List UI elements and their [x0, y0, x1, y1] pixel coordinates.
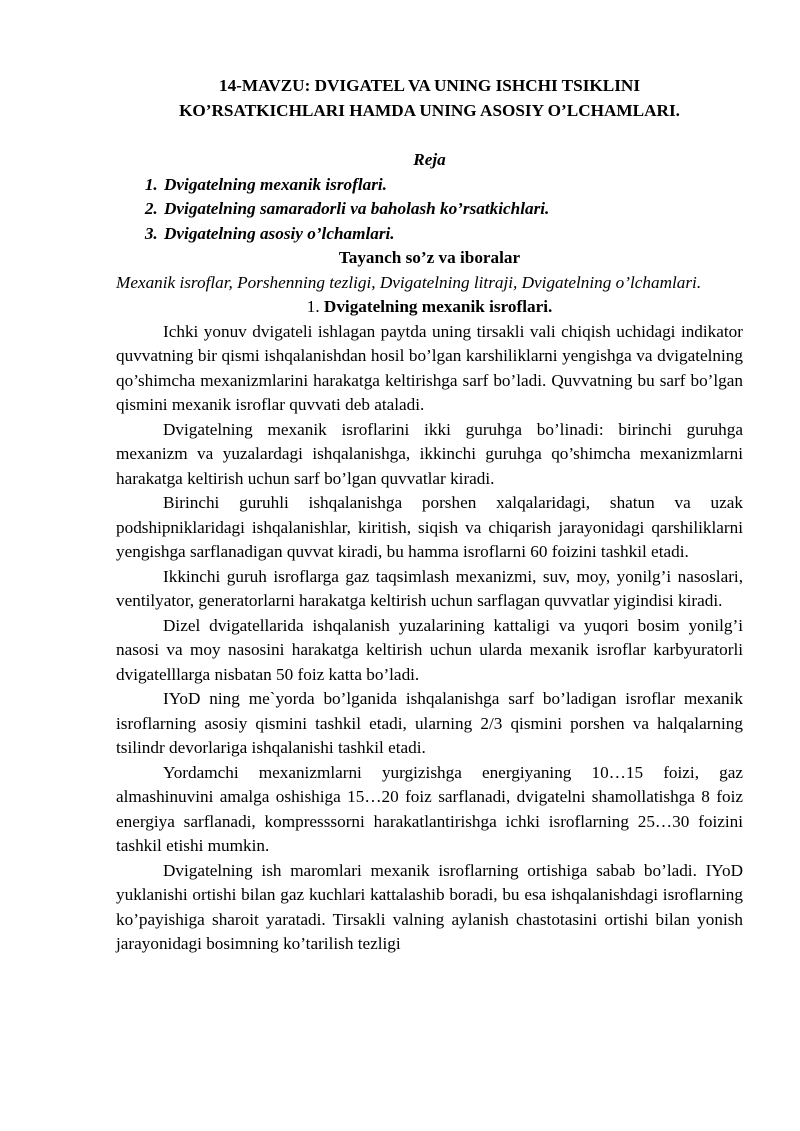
section-heading — [116, 295, 743, 320]
paragraph: Ichki yonuv dvigateli ishlagan paytda uning tirsakli vali chiqish uchidagi indikator quvvatning bir qismi ishqalanishdan hosil bo’lgan karshiliklarni yengishga va dvigatelning qo’shimcha mexanizmlarini harakatga keltirishga sarf bo’ladi. Quvvatning bu sarf bo’lgan qismini mexanik isroflar quvvati deb ataladi. — [116, 321, 743, 414]
paragraph: Dvigatelning mexanik isroflarini ikki guruhga bo’linadi: birinchi guruhga mexanizm va yuzalardagi ishqalanishga, ikkinchi guruhga qo’shimcha mexanizmlarni harakatga keltirish uchun sarf bo’lgan quvvatlar kiradi. — [116, 419, 743, 488]
paragraph: Dvigatelning ish maromlari mexanik isroflarning ortishiga sabab bo’ladi. IYoD yuklanishi ortishi bilan gaz kuchlari kattalashib boradi, bu esa ishqalanishdagi isroflarning ko’payishiga sharoit yaratadi. Tirsakli valning aylanish chastotasini ortishi bilan yonish jarayonidagi bosimning ko’tarilish tezligi — [116, 860, 743, 953]
paragraph: Dizel dvigatellarida ishqalanish yuzalarining kattaligi va yuqori bosim yonilg’i nasosi va moy nasosini harakatga keltirish uchun ularda mexanik isroflar karbyuratorli dvigatelllarga nisbatan 50 foiz katta bo’ladi. — [116, 615, 743, 684]
section-title: Dvigatelning mexanik isroflari. — [323, 297, 553, 316]
title-line-2: KO’RSATKICHLARI HAMDA UNING ASOSIY O’LCHAMLARI. — [179, 100, 680, 120]
plan-item: 3. Dvigatelning asosiy o’lchamlari. — [162, 222, 743, 247]
paragraph: IYoD ning me`yorda bo’lganida ishqalanishga sarf bo’ladigan isroflar mexanik isroflarning asosiy qismini tashkil etadi, ularning 2/3 qismini porshen va halqalarning tsilindr devorlariga ishqalanishi tashkil etadi. — [116, 689, 743, 757]
paragraph: Ikkinchi guruh isroflarga gaz taqsimlash mexanizmi, suv, moy, yonilg’i nasoslari, ventilyator, generatorlarni harakatga keltirish uchun sarflagan quvvatlar yigindisi kiradi. — [116, 566, 743, 610]
keywords-heading: Tayanch so’z va iboralar — [338, 248, 521, 267]
title-line-1: 14-MAVZU: DVIGATEL VA UNING ISHCHI TSIKLINI — [218, 76, 641, 95]
page-content — [116, 74, 743, 957]
plan-item: 1. Dvigatelning mexanik isroflari. — [162, 173, 743, 198]
spacer — [116, 123, 743, 148]
plan-list — [116, 173, 743, 247]
paragraph: Yordamchi mexanizmlarni yurgizishga energiyaning 10…15 foizi, gaz almashinuvini amalga oshishiga 15…20 foiz sarflanadi, dvigatelni shamollatishga 8 foiz energiya sarflanadi, kompresssorni harakatlantirishga ichki isroflarning 25…30 foizini tashkil etishi mumkin. — [116, 762, 743, 855]
plan-heading: Reja — [413, 150, 446, 169]
keywords-text: Mexanik isroflar, Porshenning tezligi, Dvigatelning litraji, Dvigatelning o’lchamlari. — [116, 272, 702, 292]
paragraph: Birinchi guruhli ishqalanishga porshen xalqalaridagi, shatun va uzak podshipniklaridagi ishqalanishlar, kiritish, siqish va chiqarish jarayonidagi qarshiliklarni yengishga sarflanadigan quvvat kiradi, bu hamma isroflarni 60 foizini tashkil etadi. — [116, 493, 743, 561]
section-number: 1. — [306, 297, 320, 316]
document-title — [116, 74, 743, 123]
plan-item: 2. Dvigatelning samaradorli va baholash ko’rsatkichlari. — [162, 197, 743, 222]
